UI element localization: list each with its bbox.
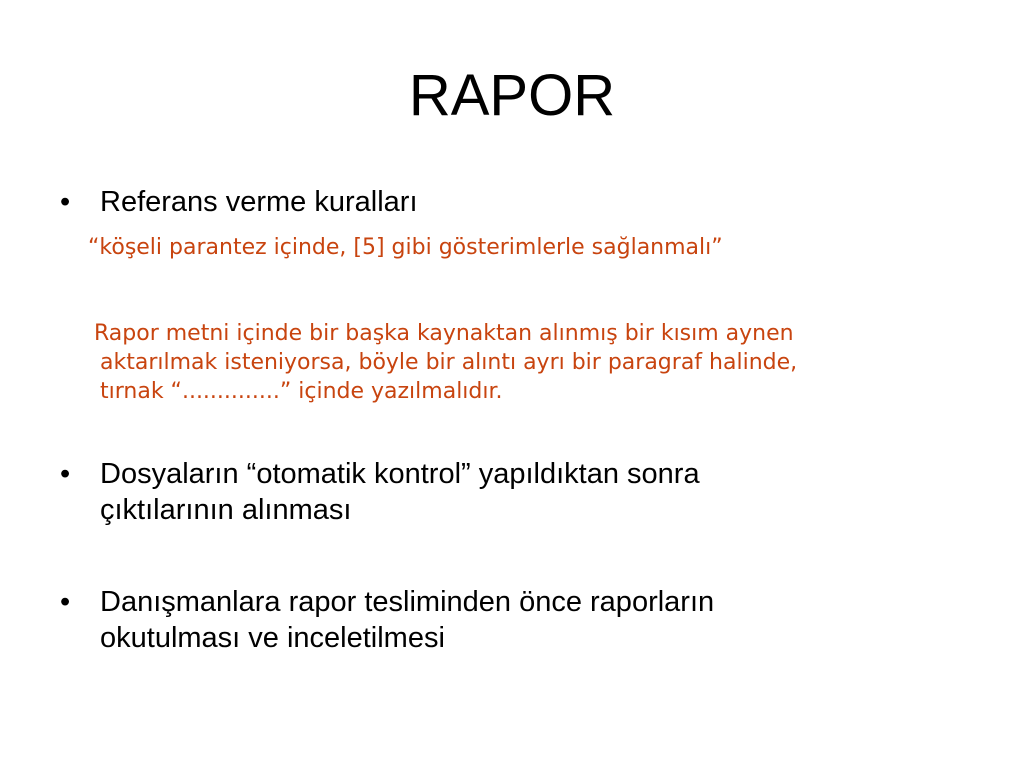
bullet-text	[60, 584, 960, 656]
bullet-marker: •	[60, 458, 71, 490]
bullet-referans	[60, 184, 960, 220]
bullet-danismanlar	[60, 584, 960, 656]
bullet-marker: •	[60, 586, 71, 618]
bullet-line: çıktılarının alınması	[100, 494, 352, 526]
bullet-line: Dosyaların “otomatik kontrol” yapıldıktan sonra	[100, 458, 700, 490]
note-line: aktarılmak isteniyorsa, böyle bir alıntı ayrı bir paragraf halinde,	[100, 350, 798, 375]
bullet-marker: •	[60, 186, 71, 218]
note-line: tırnak “..............” içinde yazılmalıdır.	[100, 379, 503, 404]
note-line: Rapor metni içinde bir başka kaynaktan alınmış bir kısım aynen	[94, 321, 794, 346]
bullet-text	[60, 456, 960, 528]
bullet-line: Referans verme kuralları	[100, 186, 418, 218]
note-alinti	[94, 319, 798, 406]
bullet-text	[60, 184, 960, 220]
bullet-line: okutulması ve inceletilmesi	[100, 622, 445, 654]
bullet-dosyalar	[60, 456, 960, 528]
slide-title: RAPOR	[408, 63, 616, 128]
note-koseli-parantez: “köşeli parantez içinde, [5] gibi gösterimlerle sağlanmalı”	[88, 235, 723, 260]
bullet-line: Danışmanlara rapor tesliminden önce raporların	[100, 586, 715, 618]
